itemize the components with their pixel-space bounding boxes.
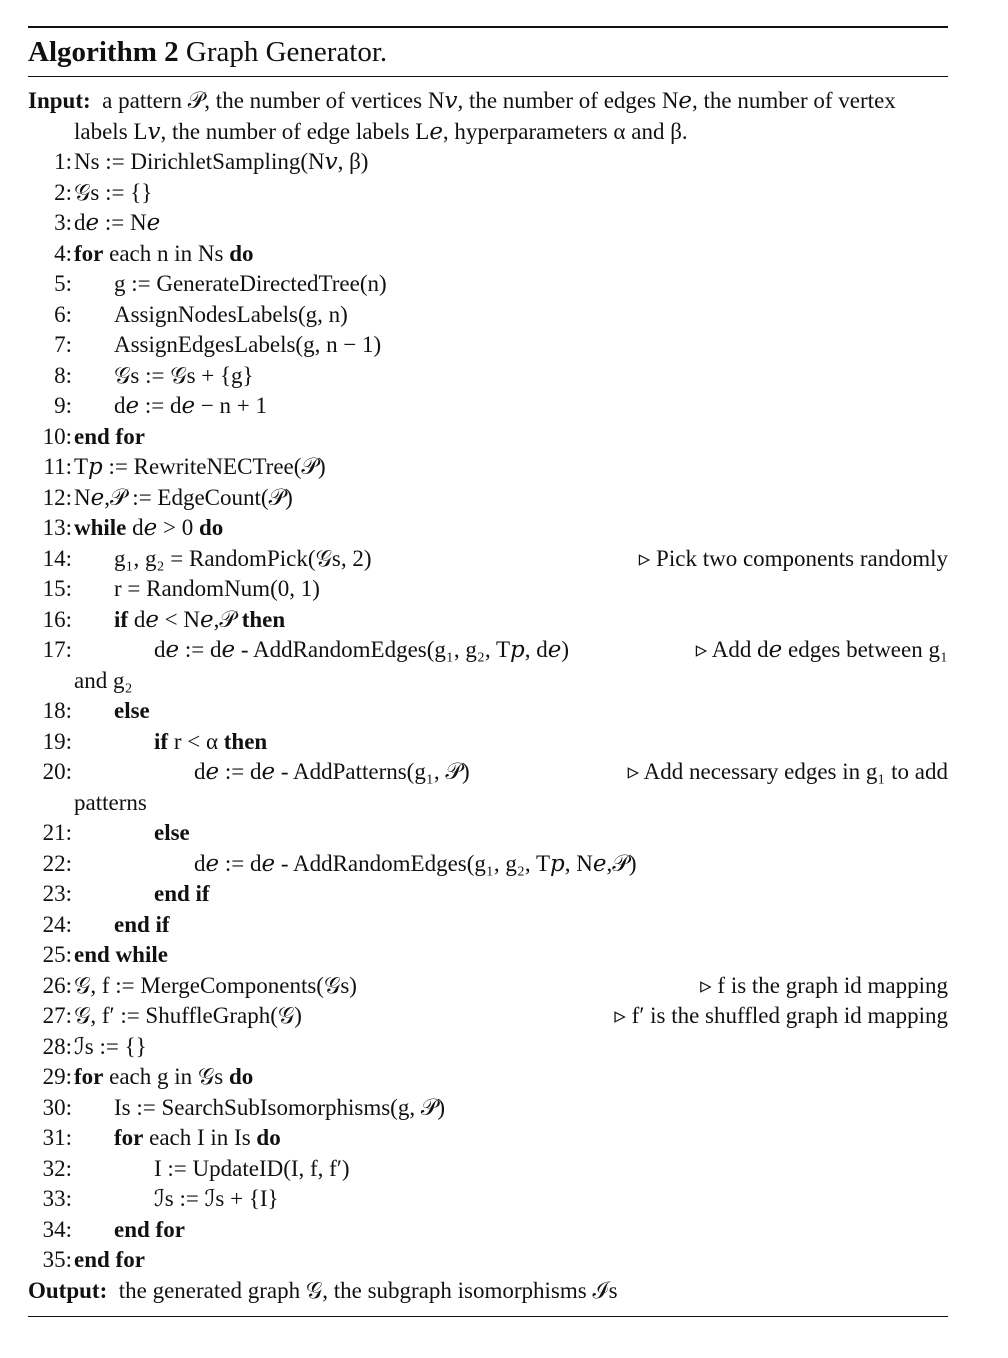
algorithm-line — [28, 513, 948, 544]
line-code: ℐs := {} — [74, 1033, 147, 1059]
line-number: 1: — [54, 149, 72, 174]
line-number: 3: — [54, 210, 72, 235]
line-number: 22: — [42, 850, 72, 876]
algorithm-line — [28, 1093, 948, 1124]
keyword: for — [115, 423, 145, 449]
algorithm-line — [28, 1032, 948, 1063]
algorithm-line — [28, 605, 948, 636]
keyword: end — [74, 1247, 110, 1272]
line-code — [154, 881, 210, 906]
line-comment: ▹ Add d𝑒 edges between g₁ — [688, 635, 948, 666]
algorithm-line — [28, 818, 948, 849]
line-code — [154, 820, 190, 845]
line-number: 34: — [42, 1216, 72, 1242]
line-code: d𝑒 := d𝑒 - AddPatterns(g₁, 𝒫) — [194, 759, 470, 784]
line-code: while d𝑒 > 0 do — [74, 515, 224, 540]
keyword: for — [74, 240, 104, 266]
line-code — [114, 912, 170, 937]
input-line — [28, 86, 948, 147]
line-comment: ▹ Add necessary edges in g₁ to add — [620, 757, 948, 788]
algorithm-line — [28, 727, 948, 758]
line-code: if r < α then — [154, 728, 268, 754]
algorithm-line — [28, 239, 948, 270]
line-number: 25: — [42, 942, 72, 967]
algorithm-line — [28, 971, 948, 1002]
line-code: 𝒢, f′ := ShuffleGraph(𝒢) — [74, 1003, 302, 1028]
algorithm-line — [28, 1001, 948, 1032]
line-code: for each n in Ns do — [74, 240, 254, 266]
line-code: d𝑒 := d𝑒 − n + 1 — [114, 393, 268, 418]
line-continuation: patterns — [74, 789, 147, 815]
line-number: 2: — [54, 179, 72, 205]
line-code: ℐs := ℐs + {I} — [154, 1186, 279, 1211]
line-code: g := GenerateDirectedTree(n) — [114, 271, 387, 296]
keyword: do — [198, 515, 224, 540]
line-code: d𝑒 := N𝑒 — [74, 210, 161, 235]
line-number: 31: — [42, 1125, 72, 1150]
line-code: N𝑒,𝒫 := EdgeCount(𝒫) — [74, 484, 293, 510]
line-number: 14: — [42, 545, 72, 571]
line-number: 15: — [42, 576, 72, 601]
line-code — [114, 1217, 185, 1242]
line-code: I := UpdateID(I, f, f′) — [154, 1155, 350, 1181]
keyword: then — [241, 606, 286, 632]
line-number: 6: — [54, 301, 72, 327]
output-line — [28, 1276, 948, 1307]
line-number: 23: — [42, 881, 72, 906]
line-code: AssignNodesLabels(g, n) — [114, 301, 348, 327]
algorithm-line — [28, 544, 948, 575]
line-code — [74, 1247, 145, 1272]
line-code — [74, 942, 168, 967]
algorithm-line — [28, 330, 948, 361]
line-code: for each I in Is do — [114, 1125, 281, 1150]
line-code: d𝑒 := d𝑒 - AddRandomEdges(g₁, g₂, T𝑝, d𝑒) — [154, 637, 570, 662]
line-continuation: and g₂ — [74, 667, 133, 693]
keyword: do — [256, 1125, 281, 1150]
algorithm-label: Algorithm 2 — [28, 36, 179, 68]
line-code: if d𝑒 < N𝑒,𝒫 then — [114, 606, 286, 632]
keyword: while — [74, 515, 127, 540]
line-comment: ▹ f′ is the shuffled graph id mapping — [606, 1001, 948, 1032]
keyword: for — [155, 1216, 185, 1242]
algorithm-line — [28, 849, 948, 880]
line-code: d𝑒 := d𝑒 - AddRandomEdges(g₁, g₂, T𝑝, N𝑒,𝒫) — [194, 850, 637, 876]
algorithm-line — [28, 1062, 948, 1093]
line-number: 33: — [42, 1186, 72, 1211]
line-number: 27: — [42, 1003, 72, 1028]
algorithm-line — [28, 452, 948, 483]
line-number: 12: — [42, 484, 72, 510]
line-number: 32: — [42, 1155, 72, 1181]
keyword: end — [154, 881, 190, 906]
algorithm-line — [28, 391, 948, 422]
line-number: 5: — [54, 271, 72, 296]
line-code: Is := SearchSubIsomorphisms(g, 𝒫) — [114, 1094, 446, 1120]
algorithm-line — [28, 910, 948, 941]
line-number: 4: — [54, 240, 72, 266]
line-number: 24: — [42, 911, 72, 937]
algorithm-body — [28, 77, 948, 1306]
line-code: for each g in 𝒢s do — [74, 1064, 254, 1089]
line-number: 28: — [42, 1033, 72, 1059]
algorithm-line — [28, 1154, 948, 1185]
line-code: g₁, g₂ = RandomPick(𝒢s, 2) — [114, 545, 372, 571]
output-text: the generated graph 𝒢, the subgraph isomorphisms ℐs — [118, 1277, 618, 1303]
line-number: 29: — [42, 1064, 72, 1089]
algorithm-line — [28, 147, 948, 178]
line-number: 20: — [42, 759, 72, 784]
keyword: for — [74, 1064, 104, 1089]
line-number: 16: — [42, 606, 72, 632]
keyword: end — [114, 1216, 150, 1242]
bottom-rule — [28, 1316, 948, 1317]
algorithm-line — [28, 208, 948, 239]
keyword: do — [229, 240, 254, 266]
algorithm-name: Graph Generator. — [185, 36, 388, 68]
algorithm-title — [28, 28, 948, 76]
line-number: 35: — [42, 1247, 72, 1272]
input-text: a pattern 𝒫, the number of vertices N𝑣, the number of edges N𝑒, the number of vertex labels L𝑣, the number of edge labels L𝑒, hyperparameters α and β. — [74, 88, 896, 144]
algorithm-line — [28, 178, 948, 209]
line-code: AssignEdgesLabels(g, n − 1) — [114, 332, 382, 357]
algorithm-line — [28, 269, 948, 300]
line-code — [74, 424, 145, 449]
line-number: 13: — [42, 515, 72, 540]
keyword: then — [223, 728, 268, 754]
line-number: 11: — [43, 454, 72, 479]
algorithm-line — [28, 574, 948, 605]
algorithm-block — [28, 26, 948, 1317]
output-label: Output: — [28, 1277, 108, 1303]
line-number: 21: — [42, 820, 72, 845]
algorithm-line — [28, 879, 948, 910]
input-label: Input: — [28, 88, 91, 113]
keyword: for — [115, 1247, 145, 1272]
keyword: if — [114, 606, 129, 632]
line-number: 18: — [42, 698, 72, 723]
line-number: 8: — [54, 362, 72, 388]
algorithm-line — [28, 696, 948, 727]
line-comment: ▹ Pick two components randomly — [631, 544, 948, 575]
line-code: 𝒢s := 𝒢s + {g} — [114, 362, 254, 388]
algorithm-steps — [28, 147, 948, 1276]
line-code: T𝑝 := RewriteNECTree(𝒫) — [74, 454, 326, 479]
algorithm-line — [28, 1123, 948, 1154]
algorithm-line — [28, 757, 948, 788]
keyword: if — [155, 911, 170, 937]
line-code — [114, 698, 150, 723]
keyword: end — [114, 911, 150, 937]
keyword: if — [154, 728, 169, 754]
line-code: 𝒢s := {} — [74, 179, 153, 205]
line-number: 10: — [42, 423, 72, 449]
algorithm-line — [28, 1184, 948, 1215]
algorithm-line — [28, 300, 948, 331]
keyword: end — [74, 942, 110, 967]
line-comment: ▹ f is the graph id mapping — [692, 971, 948, 1002]
algorithm-line — [28, 940, 948, 971]
algorithm-line — [28, 635, 948, 666]
line-number: 17: — [42, 637, 72, 662]
keyword: else — [154, 820, 190, 845]
algorithm-line — [28, 483, 948, 514]
line-number: 30: — [42, 1094, 72, 1120]
keyword: for — [114, 1125, 144, 1150]
algorithm-line — [28, 1245, 948, 1276]
keyword: else — [114, 698, 150, 723]
keyword: do — [228, 1064, 254, 1089]
keyword: end — [74, 423, 110, 449]
keyword: if — [195, 881, 210, 906]
line-code: Ns := DirichletSampling(N𝑣, β) — [74, 149, 369, 174]
algorithm-line — [28, 1215, 948, 1246]
algorithm-line — [28, 361, 948, 392]
line-code: 𝒢, f := MergeComponents(𝒢s) — [74, 972, 357, 998]
line-number: 9: — [54, 393, 72, 418]
line-number: 26: — [42, 972, 72, 998]
line-number: 19: — [42, 728, 72, 754]
line-number: 7: — [54, 332, 72, 357]
algorithm-line — [28, 422, 948, 453]
keyword: while — [115, 942, 168, 967]
line-code: r = RandomNum(0, 1) — [114, 576, 320, 601]
